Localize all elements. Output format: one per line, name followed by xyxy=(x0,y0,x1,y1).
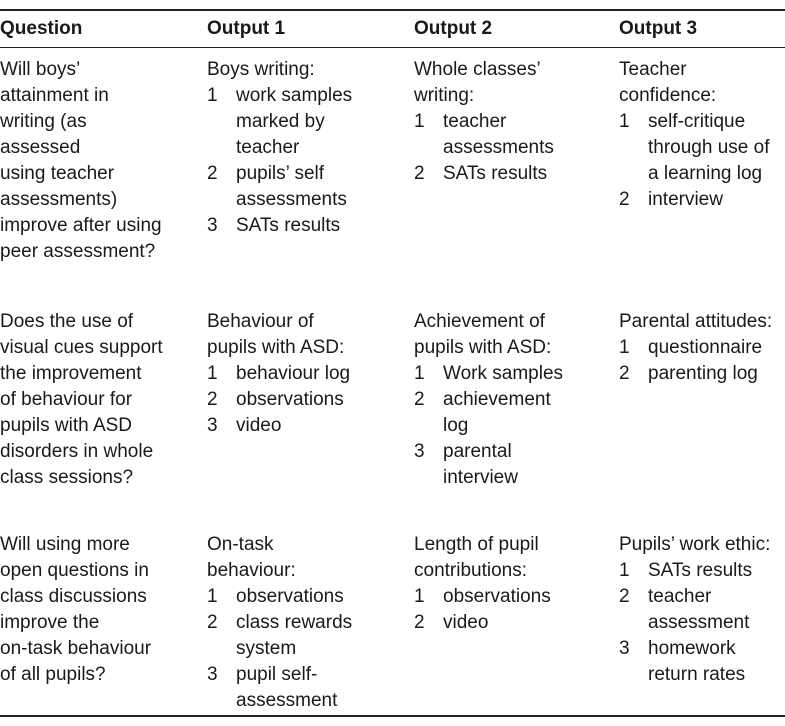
item-number: 1 xyxy=(619,560,630,581)
list-item xyxy=(414,584,614,610)
item-number: 1 xyxy=(414,586,425,607)
item-text: pupils’ self assessments xyxy=(236,163,347,210)
item-text: interview xyxy=(648,189,723,210)
list-item xyxy=(414,161,614,187)
bottom-rule xyxy=(0,715,785,717)
item-text: questionnaire xyxy=(648,337,763,358)
item-number: 1 xyxy=(414,363,425,384)
output-title: Behaviour of pupils with ASD: xyxy=(207,311,345,358)
question-cell: Will using more open questions in class discussions improve the on-task behaviour of all pupils? xyxy=(0,534,152,685)
list-item xyxy=(207,662,407,714)
list-item xyxy=(207,387,407,413)
list-item xyxy=(207,361,407,387)
list-item xyxy=(207,584,407,610)
item-text: SATs results xyxy=(443,163,548,184)
list-item xyxy=(414,361,614,387)
output-title: Length of pupil contributions: xyxy=(414,534,539,581)
item-number: 2 xyxy=(207,389,218,410)
item-text: pupil self- assessment xyxy=(236,664,338,711)
item-text: Work samples xyxy=(443,363,564,384)
item-number: 3 xyxy=(207,215,218,236)
item-number: 3 xyxy=(207,415,218,436)
item-text: work samples marked by teacher xyxy=(236,85,353,158)
list-item xyxy=(619,187,785,213)
item-text: SATs results xyxy=(236,215,341,236)
item-text: teacher assessments xyxy=(443,111,554,158)
item-text: video xyxy=(443,612,489,633)
output-cell-3 xyxy=(619,532,785,688)
list-item xyxy=(414,439,614,491)
item-number: 1 xyxy=(207,363,218,384)
output-title: Achievement of pupils with ASD: xyxy=(414,311,552,358)
list-item xyxy=(207,610,407,662)
item-number: 2 xyxy=(207,612,218,633)
list-item xyxy=(207,161,407,213)
item-number: 1 xyxy=(619,111,630,132)
list-item xyxy=(619,636,785,688)
output-cell-3 xyxy=(619,309,785,387)
item-number: 1 xyxy=(414,111,425,132)
item-text: teacher assessment xyxy=(648,586,750,633)
question-cell: Will boys’ attainment in writing (as assessed using teacher assessments) improve after using peer assessment? xyxy=(0,59,162,262)
item-text: achievement log xyxy=(443,389,551,436)
list-item xyxy=(619,361,785,387)
item-number: 3 xyxy=(207,664,218,685)
list-item xyxy=(207,413,407,439)
header-rule xyxy=(0,47,785,48)
output-cell-1 xyxy=(207,532,407,714)
output-cell-3 xyxy=(619,57,785,213)
item-number: 2 xyxy=(619,189,630,210)
item-number: 1 xyxy=(619,337,630,358)
output-title: On-task behaviour: xyxy=(207,534,296,581)
item-text: parental interview xyxy=(443,441,518,488)
output-cell-2 xyxy=(414,309,614,491)
output-title: Pupils’ work ethic: xyxy=(619,534,771,555)
top-rule xyxy=(0,9,785,11)
list-item xyxy=(414,109,614,161)
item-text: self-critique through use of a learning log xyxy=(648,111,770,184)
item-number: 2 xyxy=(414,163,425,184)
header-question: Question xyxy=(0,18,83,39)
list-item xyxy=(414,610,614,636)
output-title: Teacher confidence: xyxy=(619,59,717,106)
header-output-2: Output 2 xyxy=(414,18,493,39)
header-output-3: Output 3 xyxy=(619,18,698,39)
item-text: class rewards system xyxy=(236,612,353,659)
item-number: 2 xyxy=(619,363,630,384)
header-output-1: Output 1 xyxy=(207,18,286,39)
output-cell-2 xyxy=(414,57,614,187)
item-number: 2 xyxy=(619,586,630,607)
item-text: behaviour log xyxy=(236,363,351,384)
item-text: observations xyxy=(236,389,344,410)
list-item xyxy=(619,558,785,584)
item-number: 1 xyxy=(207,586,218,607)
item-text: SATs results xyxy=(648,560,753,581)
list-item xyxy=(207,213,407,239)
item-number: 3 xyxy=(619,638,630,659)
item-text: video xyxy=(236,415,282,436)
output-cell-1 xyxy=(207,57,407,239)
list-item xyxy=(207,83,407,161)
output-cell-2 xyxy=(414,532,614,636)
item-text: homework return rates xyxy=(648,638,746,685)
list-item xyxy=(619,335,785,361)
item-number: 2 xyxy=(207,163,218,184)
output-title: Whole classes’ writing: xyxy=(414,59,541,106)
item-number: 2 xyxy=(414,389,425,410)
item-text: parenting log xyxy=(648,363,758,384)
list-item xyxy=(414,387,614,439)
output-title: Parental attitudes: xyxy=(619,311,773,332)
item-number: 2 xyxy=(414,612,425,633)
list-item xyxy=(619,584,785,636)
output-title: Boys writing: xyxy=(207,59,315,80)
list-item xyxy=(619,109,785,187)
question-cell: Does the use of visual cues support the improvement of behaviour for pupils with ASD disorders in whole class sessions? xyxy=(0,311,163,488)
item-number: 1 xyxy=(207,85,218,106)
output-cell-1 xyxy=(207,309,407,439)
item-text: observations xyxy=(236,586,344,607)
item-text: observations xyxy=(443,586,551,607)
item-number: 3 xyxy=(414,441,425,462)
